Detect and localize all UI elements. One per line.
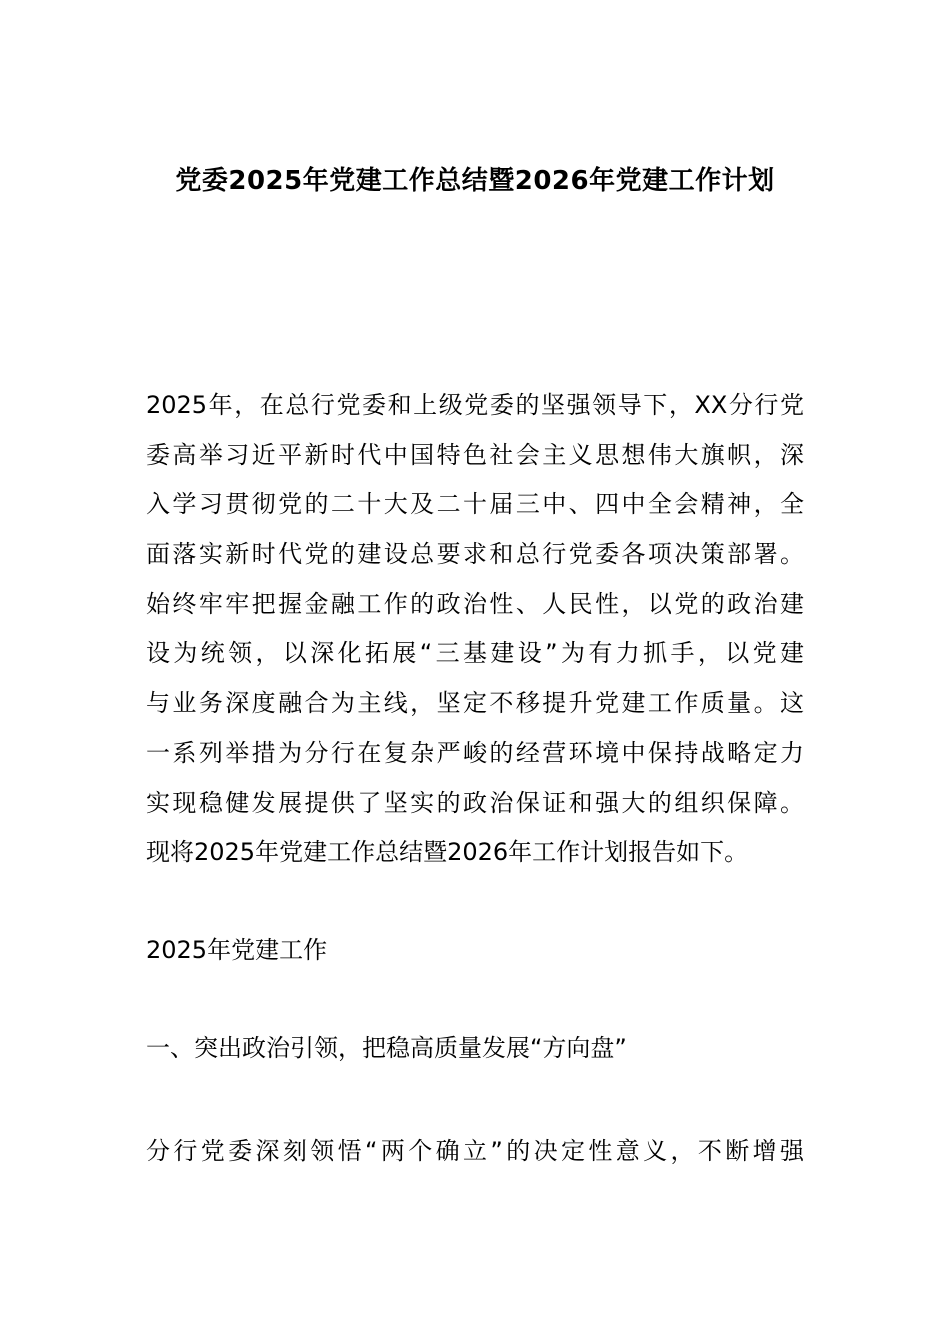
intro-paragraph <box>146 381 804 878</box>
paragraph-line: 入学习贯彻党的二十大及二十届三中、四中全会精神，全 <box>146 490 804 519</box>
paragraph-line: 实现稳健发展提供了坚实的政治保证和强大的组织保障。 <box>146 788 804 817</box>
document-title: 党委2025年党建工作总结暨2026年党建工作计划 <box>175 166 775 196</box>
subsection-heading: 一、突出政治引领，把稳高质量发展“方向盘” <box>146 1034 627 1062</box>
paragraph-line: 一系列举措为分行在复杂严峻的经营环境中保持战略定力 <box>146 738 804 767</box>
paragraph-line: 与业务深度融合为主线，坚定不移提升党建工作质量。这 <box>146 689 804 718</box>
paragraph-line: 分行党委深刻领悟“两个确立”的决定性意义，不断增强 <box>146 1137 804 1165</box>
paragraph-line: 设为统领，以深化拓展“三基建设”为有力抓手，以党建 <box>146 639 804 668</box>
paragraph-line: 2025年，在总行党委和上级党委的坚强领导下，XX分行党 <box>146 391 804 419</box>
section-heading: 2025年党建工作 <box>146 936 328 964</box>
paragraph-line: 面落实新时代党的建设总要求和总行党委各项决策部署。 <box>146 540 804 569</box>
body-paragraph <box>146 1127 804 1177</box>
paragraph-line: 始终牢牢把握金融工作的政治性、人民性，以党的政治建 <box>146 589 804 618</box>
paragraph-line: 现将2025年党建工作总结暨2026年工作计划报告如下。 <box>146 838 749 867</box>
paragraph-line: 委高举习近平新时代中国特色社会主义思想伟大旗帜，深 <box>146 440 804 469</box>
